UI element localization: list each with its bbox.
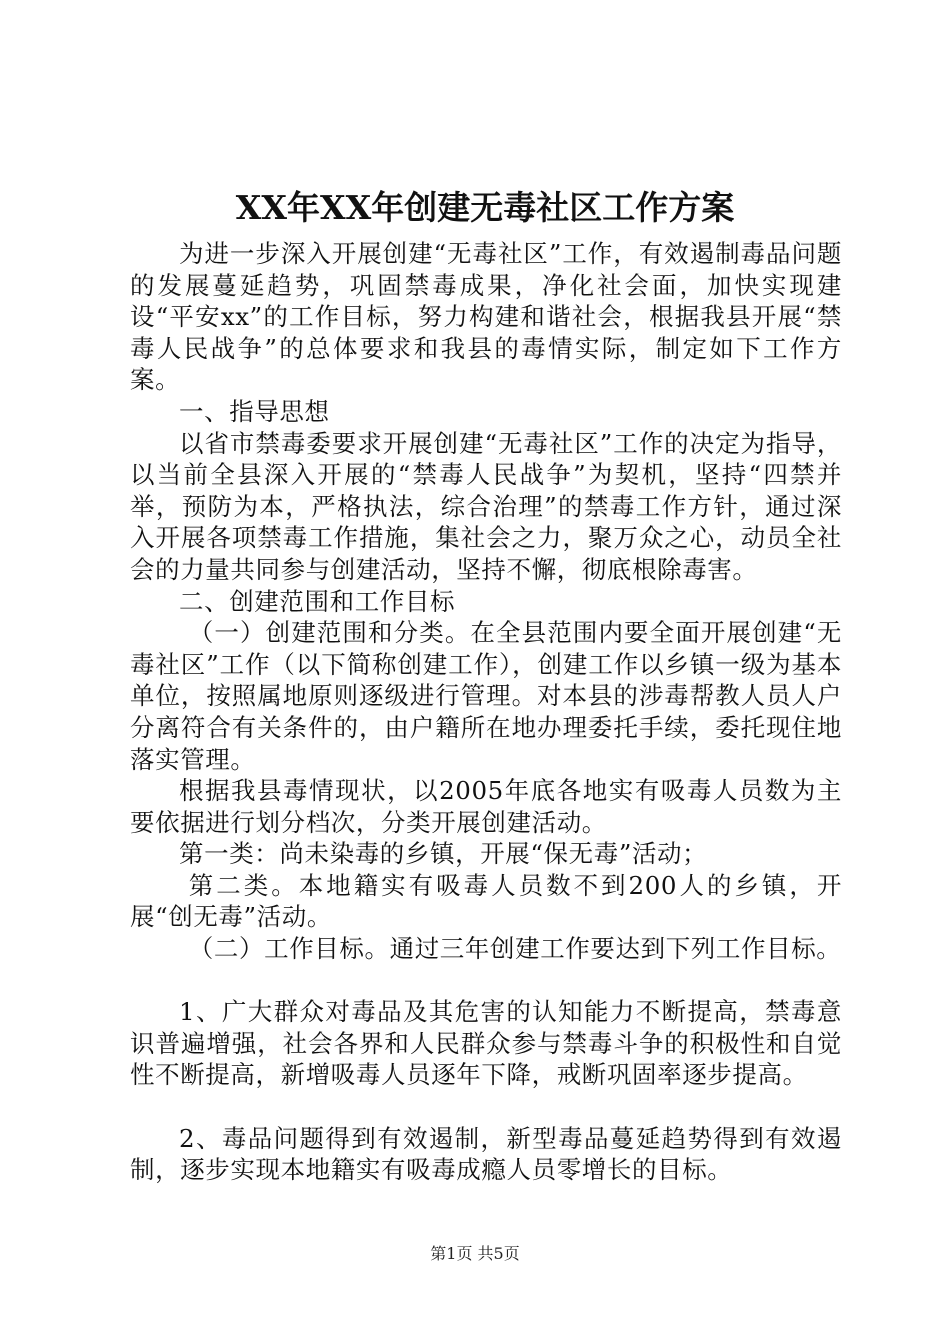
section-heading-scope-and-goals: 二、创建范围和工作目标	[179, 586, 456, 616]
goal-one-paragraph: 1、广大群众对毒品及其危害的认知能力不断提高，禁毒意识普遍增强，社会各界和人民群众参与禁毒斗争的积极性和自觉性不断提高，新增吸毒人员逐年下降，戒断巩固率逐步提高。	[130, 997, 842, 1090]
category-one-paragraph: 第一类：尚未染毒的乡镇，开展“保无毒”活动；	[179, 839, 708, 869]
section-heading-guiding-ideology: 一、指导思想	[179, 396, 330, 426]
work-goals-paragraph: （二）工作目标。通过三年创建工作要达到下列工作目标。	[188, 934, 842, 964]
document-body	[130, 238, 842, 1186]
document-title: XX年XX年创建无毒社区工作方案	[235, 188, 735, 227]
scope-paragraph: （一）创建范围和分类。在全县范围内要全面开展创建“无毒社区”工作（以下简称创建工作），创建工作以乡镇一级为基本单位，按照属地原则逐级进行管理。对本县的涉毒帮教人员人户分离符合有关条件的，由户籍所在地办理委托手续，委托现住地落实管理。	[130, 618, 843, 774]
goal-two-paragraph: 2、毒品问题得到有效遏制，新型毒品蔓延趋势得到有效遏制，逐步实现本地籍实有吸毒成瘾人员零增长的目标。	[130, 1123, 842, 1185]
intro-paragraph: 为进一步深入开展创建“无毒社区”工作，有效遏制毒品问题的发展蔓延趋势，巩固禁毒成果，净化社会面，加快实现建设“平安xx”的工作目标，努力构建和谐社会，根据我县开展“禁毒人民战争”的总体要求和我县的毒情实际，制定如下工作方案。	[130, 239, 842, 395]
category-two-paragraph: 第二类。本地籍实有吸毒人员数不到200人的乡镇，开展“创无毒”活动。	[130, 870, 842, 932]
guiding-ideology-paragraph: 以省市禁毒委要求开展创建“无毒社区”工作的决定为指导，以当前全县深入开展的“禁毒人民战争”为契机，坚持“四禁并举，预防为本，严格执法，综合治理”的禁毒工作方针，通过深入开展各项禁毒工作措施，集社会之力，聚万众之心，动员全社会的力量共同参与创建活动，坚持不懈，彻底根除毒害。	[130, 428, 842, 584]
page-number: 第1页 共5页	[430, 1244, 520, 1263]
classification-paragraph: 根据我县毒情现状，以2005年底各地实有吸毒人员数为主要依据进行划分档次，分类开展创建活动。	[130, 776, 842, 837]
